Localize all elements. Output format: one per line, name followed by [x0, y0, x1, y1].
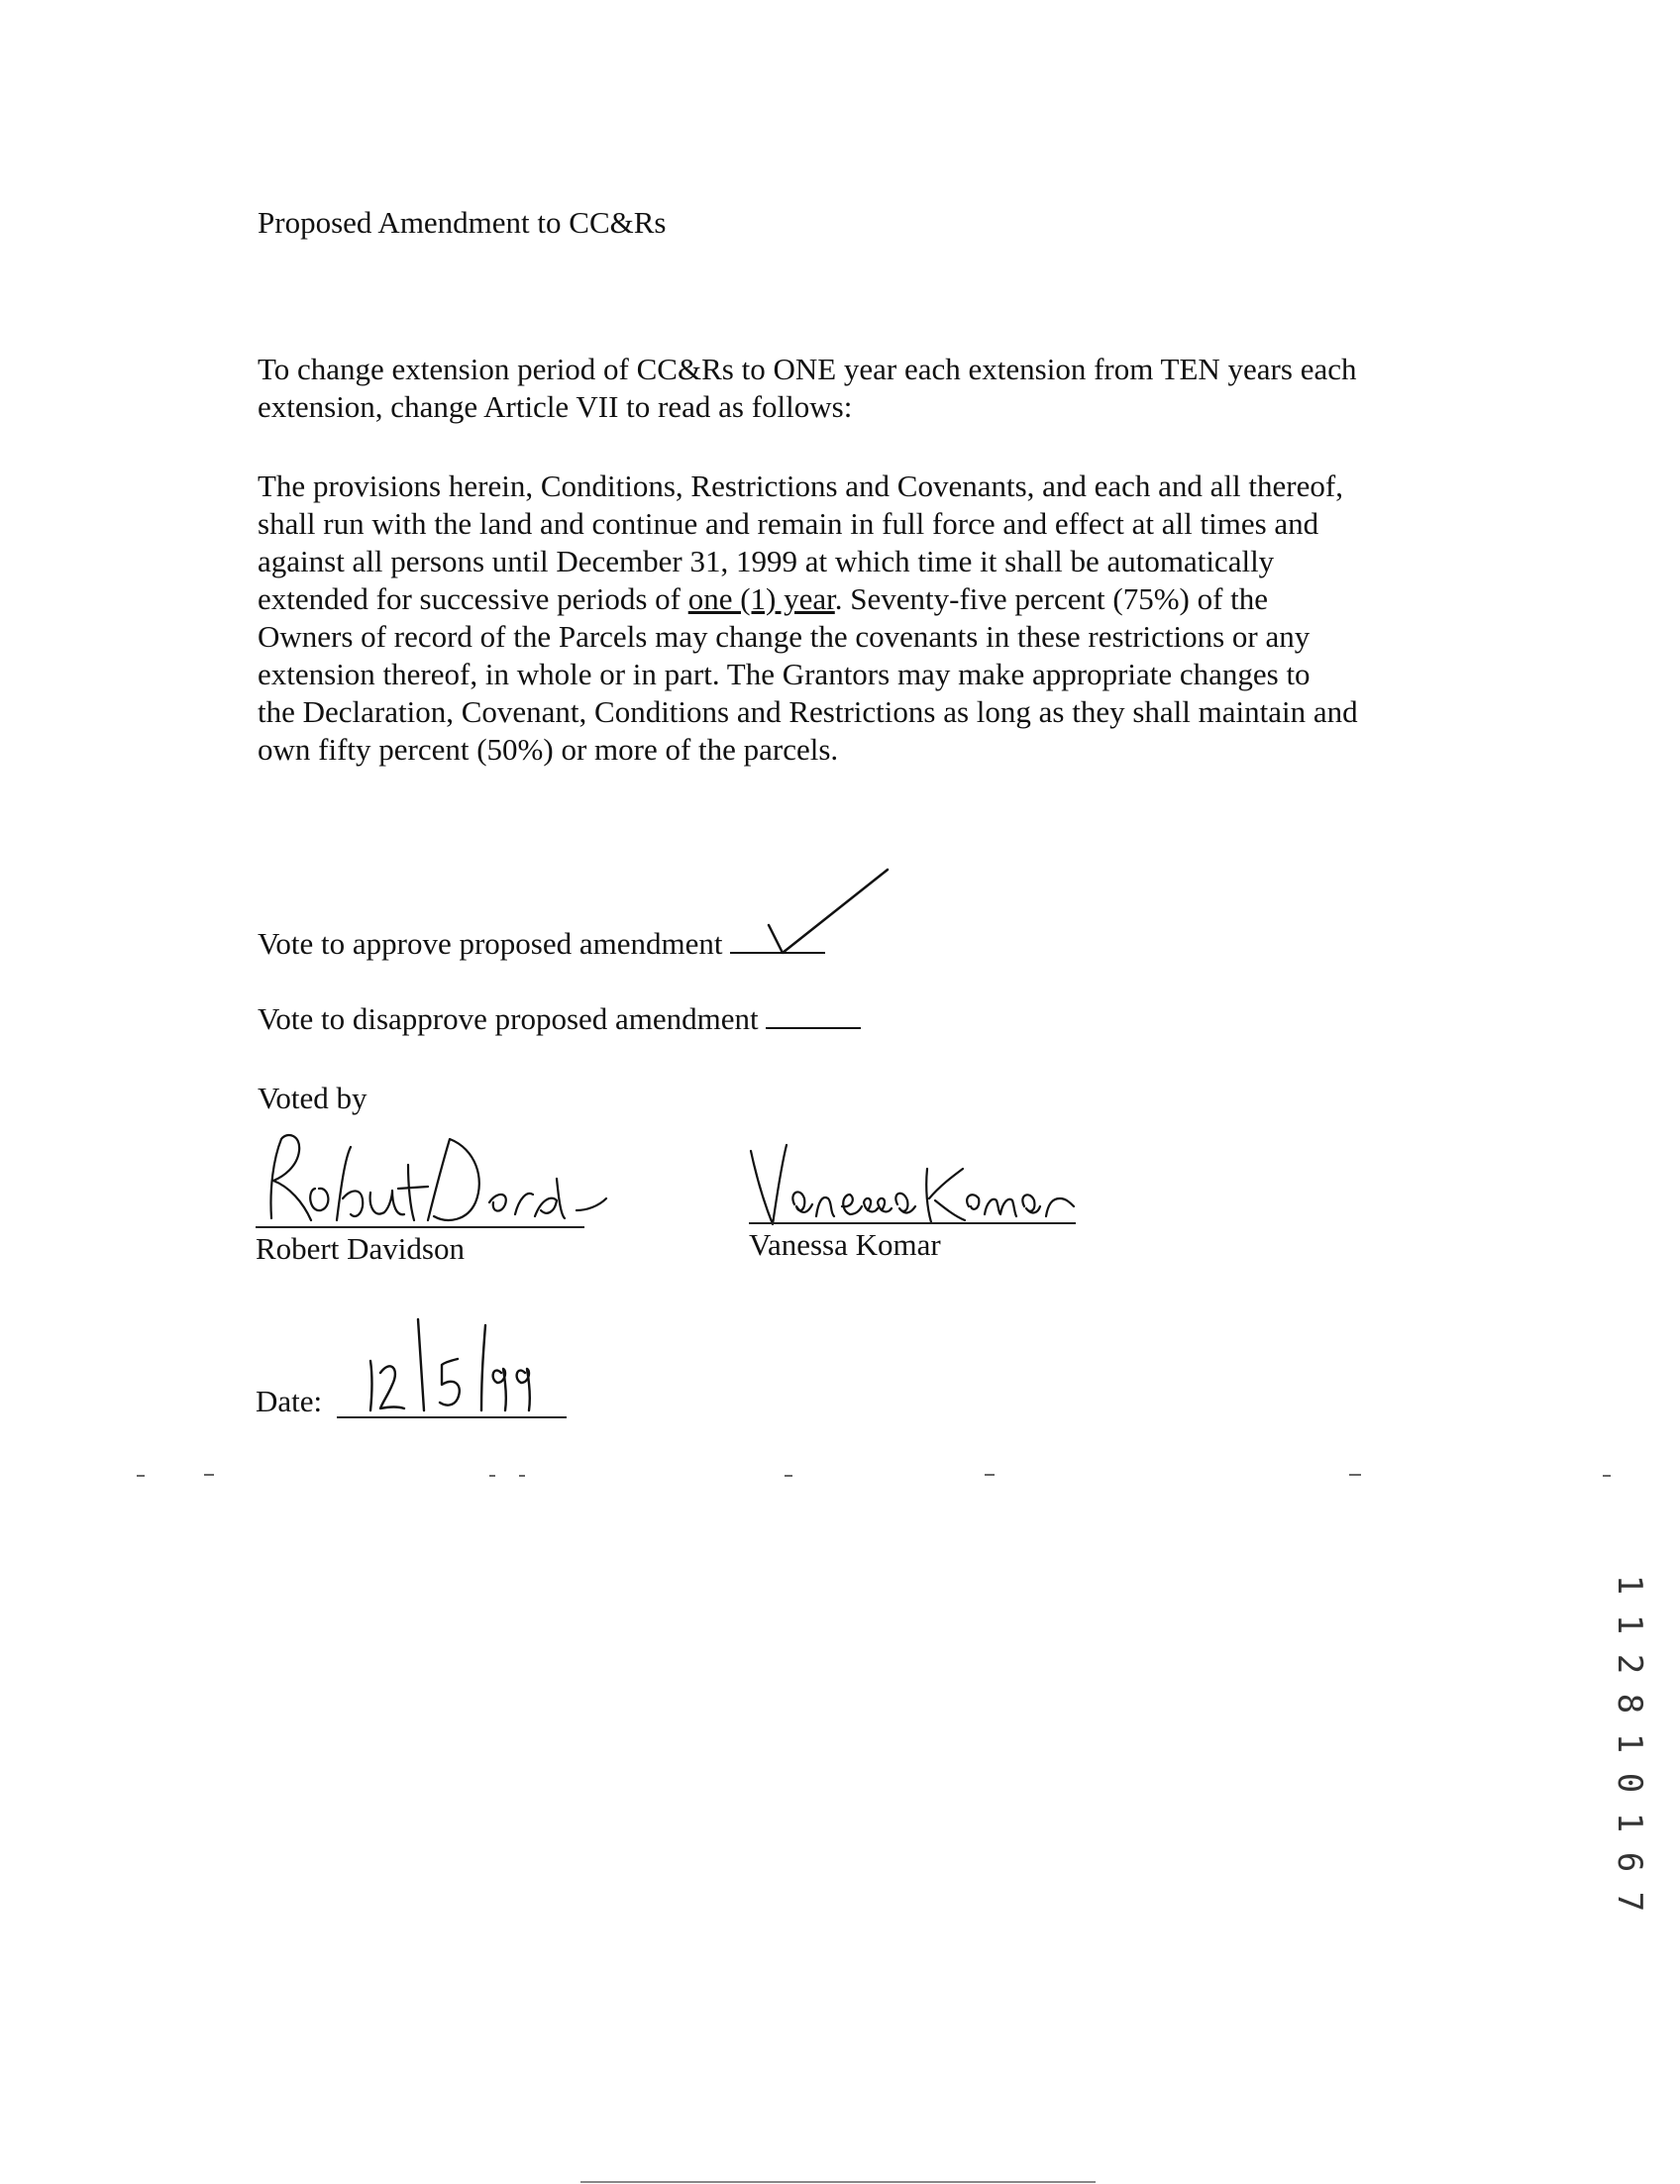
scan-artifact [1603, 1475, 1611, 1477]
approve-row [258, 925, 825, 962]
intro-line: To change extension period of CC&Rs to ONE year each extension from TEN years each [258, 352, 1357, 386]
intro-line: extension, change Article VII to read as follows: [258, 389, 853, 424]
scan-artifact [489, 1475, 495, 1477]
scan-artifact [985, 1474, 995, 1476]
stamp-digit: 1 [1610, 1732, 1649, 1754]
provision-line: the Declaration, Covenant, Conditions and Restrictions as long as they shall maintain and [258, 694, 1358, 729]
stamp-digit: 0 [1610, 1772, 1649, 1794]
scan-artifact [137, 1475, 145, 1477]
approve-label: Vote to approve proposed amendment [258, 926, 723, 961]
provision-line: The provisions herein, Conditions, Restrictions and Covenants, and each and all thereof, [258, 468, 1343, 503]
signer-2-name: Vanessa Komar [749, 1227, 941, 1262]
scan-artifact [580, 2181, 1096, 2183]
voted-by-label: Voted by [258, 1081, 368, 1115]
intro-paragraph [258, 351, 1356, 426]
scan-artifact [519, 1475, 525, 1477]
underlined-period: one (1) year [687, 581, 835, 616]
disapprove-label: Vote to disapprove proposed amendment [258, 1001, 759, 1036]
stamp-digit: 7 [1610, 1891, 1649, 1913]
signature-vanessa-komar [743, 1129, 1080, 1228]
stamp-digit: 1 [1610, 1812, 1649, 1833]
stamp-digit: 1 [1610, 1613, 1649, 1635]
handwritten-date [365, 1315, 533, 1414]
provision-line: Owners of record of the Parcels may change the covenants in these restrictions or any [258, 619, 1311, 654]
disapprove-row [258, 1000, 861, 1037]
provision-paragraph [258, 468, 1358, 769]
scan-artifact [785, 1475, 792, 1477]
stamp-digit: 2 [1610, 1653, 1649, 1675]
disapprove-blank[interactable] [766, 1001, 861, 1029]
signer-1-name: Robert Davidson [256, 1231, 465, 1266]
provision-line: extension thereof, in whole or in part. The Grantors may make appropriate changes to [258, 657, 1311, 691]
document-title: Proposed Amendment to CC&Rs [258, 205, 667, 240]
stamp-digit: 1 [1610, 1574, 1649, 1596]
document-stamp-number [1610, 1565, 1649, 1922]
date-line [337, 1416, 567, 1418]
signature-line-2 [749, 1222, 1076, 1224]
provision-line: against all persons until December 31, 1999 at which time it shall be automatically [258, 544, 1275, 578]
provision-line: shall run with the land and continue and remain in full force and effect at all times and [258, 506, 1319, 541]
provision-text: . Seventy-five percent (75%) of the [834, 581, 1269, 616]
provision-line: own fifty percent (50%) or more of the parcels. [258, 732, 839, 767]
provision-line [258, 580, 1358, 618]
provision-text: extended for successive periods of [258, 581, 688, 616]
scan-artifact [204, 1474, 214, 1476]
signature-robert-davidson [260, 1129, 616, 1228]
scan-artifact [1349, 1474, 1361, 1476]
checkmark-icon [763, 864, 892, 963]
date-label: Date: [256, 1384, 323, 1418]
signature-line-1 [256, 1226, 584, 1228]
stamp-digit: 8 [1610, 1693, 1649, 1715]
stamp-digit: 6 [1610, 1851, 1649, 1873]
